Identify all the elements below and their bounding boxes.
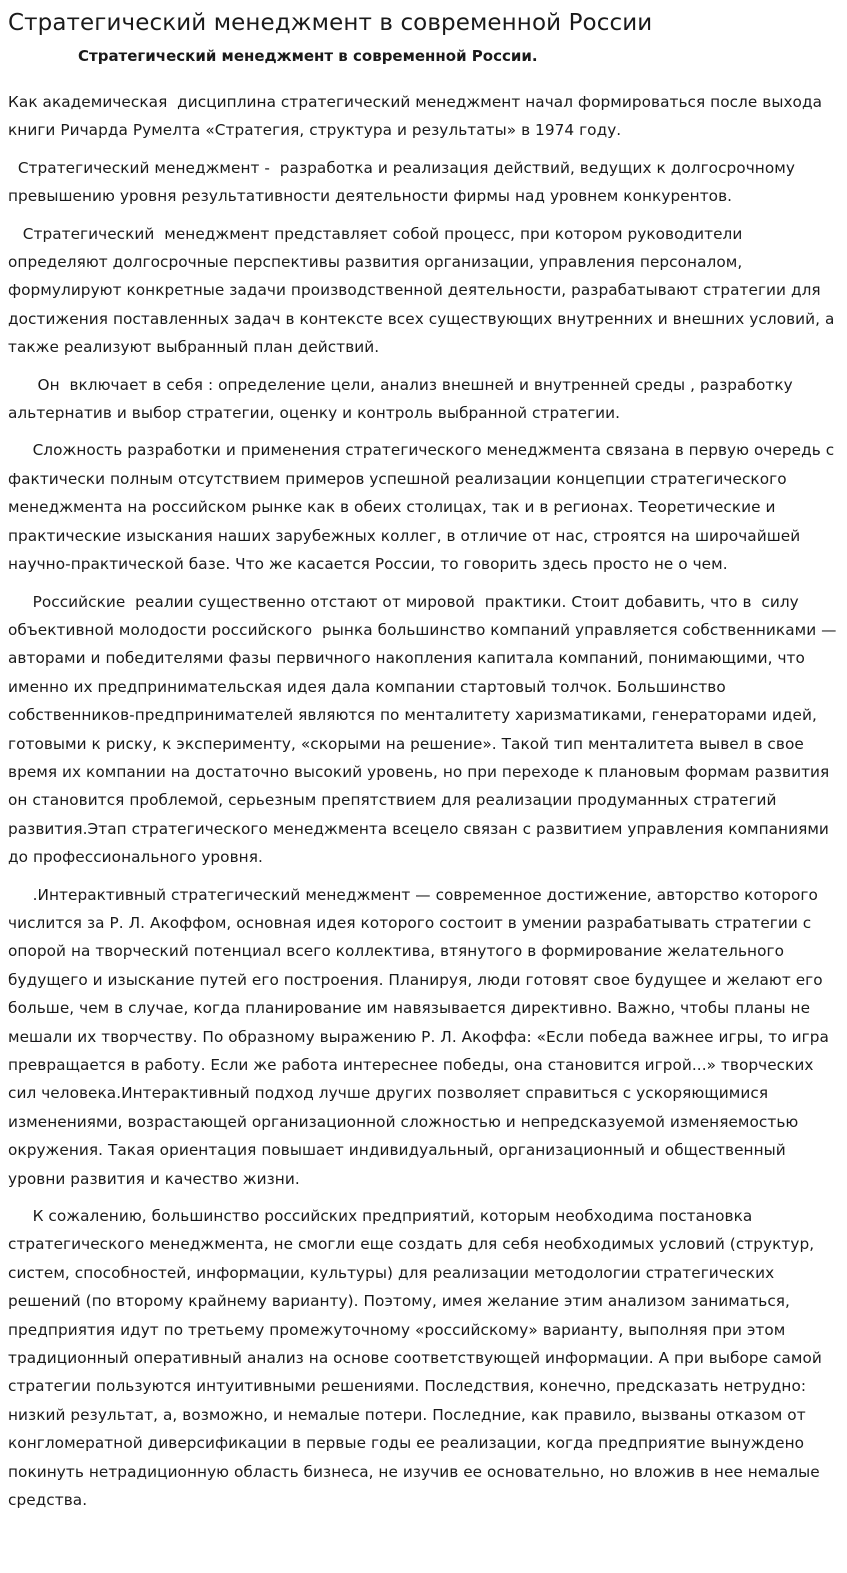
paragraph-5: Сложность разработки и применения стратегического менеджмента связана в первую очередь с фактически полным отсутствием примеров успешной реализации концепции стратегического менеджмента на российском рынке как в обеих столицах, так и в регионах. Теоретические и практические изыскания наших зарубежных коллег, в отличие от нас, строятся на широчайшей научно-практической базе. Что же касается России, то говорить здесь просто не о чем. [8,441,840,574]
document-subtitle: Стратегический менеджмент в современной России. [78,47,538,65]
document-title: Стратегический менеджмент в современной России [8,10,653,36]
paragraph-7: .Интерактивный стратегический менеджмент — современное достижение, авторство которого числится за Р. Л. Акоффом, основная идея которого состоит в умении разрабатывать стратегии с опорой на творческий потенциал всего коллектива, втянутого в формирование желательного будущего и изыскание путей его построения. Планируя, люди готовят свое будущее и желают его больше, чем в случае, когда планирование им навязывается директивно. Важно, чтобы планы не мешали их творчеству. По образному выражению Р. Л. Акоффа: «Если победа важнее игры, то игра превращается в работу. Если же работа интереснее победы, она становится игрой...» творческих сил человека.Интерактивный подход лучше других позволяет справиться с ускоряющимися изменениями, возрастающей организационной сложностью и непредсказуемой изменяемостью окружения. Такая ориентация повышает индивидуальный, организационный и общественный уровни развития и качество жизни. [8,885,834,1188]
paragraph-6: Российские реалии существенно отстают от мировой практики. Стоит добавить, что в силу объективной молодости российского рынка большинство компаний управляется собственниками — авторами и победителями фазы первичного накопления капитала компаний, понимающими, что именно их предпринимательская идея дала компании стартовый толчок. Большинство собственников-предпринимателей являются по менталитету харизматиками, генераторами идей, готовыми к риску, к эксперименту, «скорыми на решение». Такой тип менталитета вывел в свое время их компании на достаточно высокий уровень, но при переходе к плановым формам развития он становится проблемой, серьезным препятствием для реализации продуманных стратегий развития.Этап стратегического менеджмента всецело связан с развитием управления компаниями до профессионального уровня. [8,592,842,867]
paragraph-3: Стратегический менеджмент представляет собой процесс, при котором руководители определяют долгосрочные перспективы развития организации, управления персоналом, формулируют конкретные задачи производственной деятельности, разрабатывают стратегии для достижения поставленных задач в контексте всех существующих внутренних и внешних условий, а также реализуют выбранный план действий. [8,224,840,357]
paragraph-8: К сожалению, большинство российских предприятий, которым необходима постановка стратегического менеджмента, не смогли еще создать для себя необходимых условий (структур, систем, способностей, информации, культуры) для реализации методологии стратегических решений (по второму крайнему варианту). Поэтому, имея желание этим анализом заниматься, предприятия идут по третьему промежуточному «российскому» варианту, выполняя при этом традиционный оперативный анализ на основе соответствующей информации. А при выборе самой стратегии пользуются интуитивными решениями. Последствия, конечно, предсказать нетрудно: низкий результат, а, возможно, и немалые потери. Последние, как правило, вызваны отказом от конгломератной диверсификации в первые годы ее реализации, когда предприятие вынуждено покинуть нетрадиционную область бизнеса, не изучив ее основательно, но вложив в нее немалые средства. [8,1207,827,1510]
paragraph-4: Он включает в себя : определение цели, анализ внешней и внутренней среды , разработку альтернатив и выбор стратегии, оценку и контроль выбранной стратегии. [8,375,798,423]
paragraph-1: Как академическая дисциплина стратегический менеджмент начал формироваться после выхода книги Ричарда Румелта «Стратегия, структура и результаты» в 1974 году. [8,93,827,140]
paragraph-2: Стратегический менеджмент - разработка и реализация действий, ведущих к долгосрочному превышению уровня результативности деятельности фирмы над уровнем конкурентов. [8,158,800,206]
